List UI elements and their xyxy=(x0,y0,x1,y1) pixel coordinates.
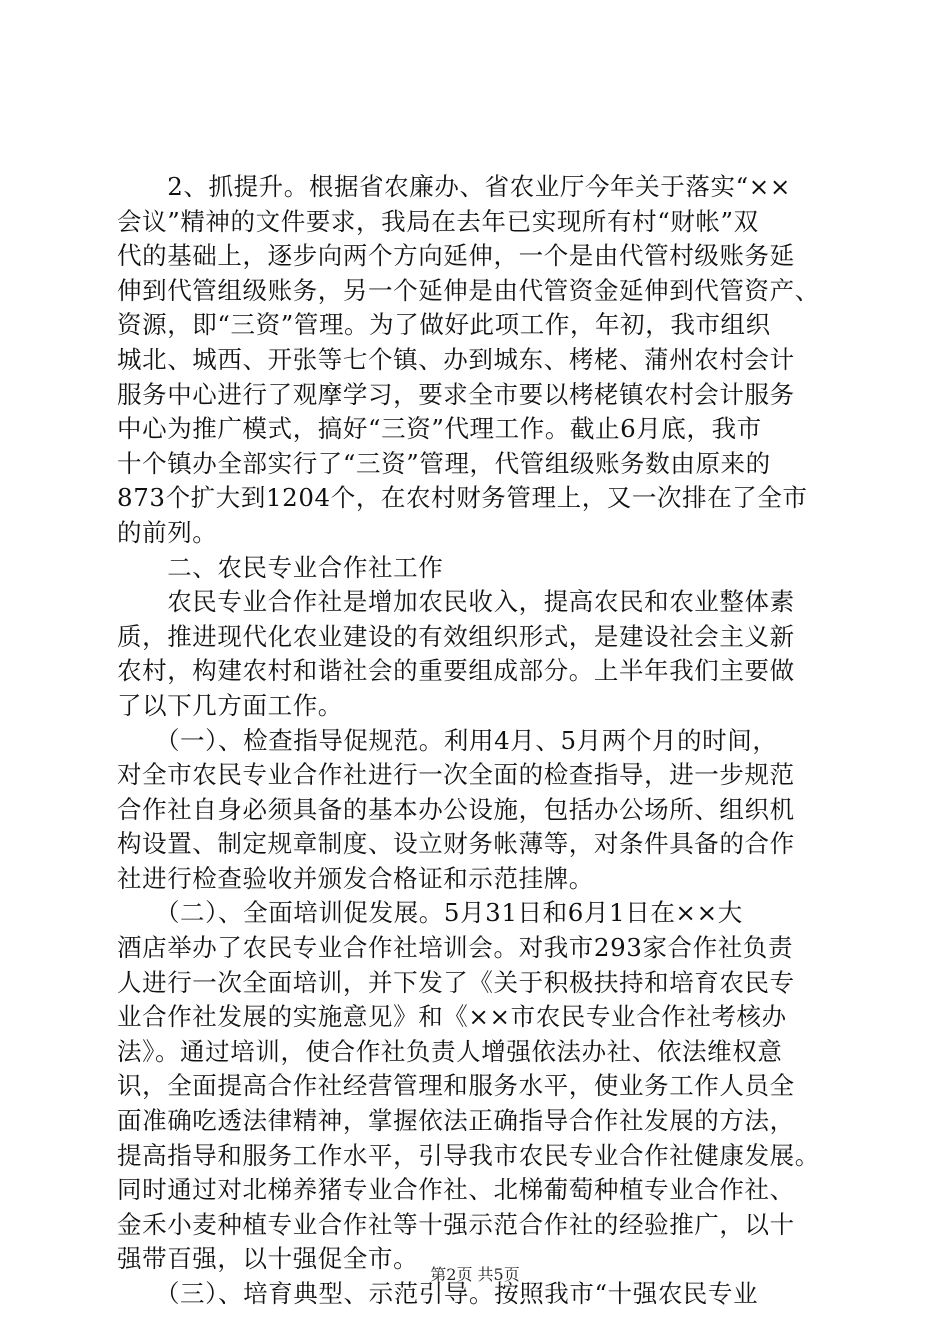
section-heading: 二、农民专业合作社工作 xyxy=(117,552,444,582)
text-line: 对全市农民专业合作社进行一次全面的检查指导，进一步规范 xyxy=(117,760,795,790)
text-line: 的前列。 xyxy=(117,517,218,547)
text-line: 合作社自身必须具备的基本办公设施，包括办公场所、组织机 xyxy=(117,794,795,824)
text-line: 中心为推广模式，搞好“三资”代理工作。截止6月底，我市 xyxy=(117,414,762,444)
text-line: 城北、城西、开张等七个镇、办到城东、栲栳、蒲州农村会计 xyxy=(117,344,795,374)
text-line: 服务中心进行了观摩学习，要求全市要以栲栳镇农村会计服务 xyxy=(117,379,795,409)
text-line: 酒店举办了农民专业合作社培训会。对我市293家合作社负责 xyxy=(117,933,794,963)
text-line: 农民专业合作社是增加农民收入，提高农民和农业整体素 xyxy=(117,587,795,617)
text-line: 面准确吃透法律精神，掌握依法正确指导合作社发展的方法， xyxy=(117,1106,795,1136)
text-line: 业合作社发展的实施意见》和《××市农民专业合作社考核办 xyxy=(117,1002,787,1032)
text-line: （三）、培育典型、示范引导。按照我市“十强农民专业 xyxy=(117,1279,759,1308)
page-number-footer: 第2页 共5页 xyxy=(430,1265,520,1284)
text-line: 2、抓提升。根据省农廉办、省农业厅今年关于落实“×× xyxy=(117,172,791,201)
text-line: 强带百强，以十强促全市。 xyxy=(117,1244,419,1274)
text-line: （二）、全面培训促发展。5月31日和6月1日在××大 xyxy=(117,898,743,928)
text-line: 十个镇办全部实行了“三资”管理，代管组级账务数由原来的 xyxy=(117,448,771,478)
text-line: 人进行一次全面培训，并下发了《关于积极扶持和培育农民专 xyxy=(117,967,795,997)
text-line: 873个扩大到1204个，在农村财务管理上，又一次排在了全市 xyxy=(117,483,808,513)
text-line: 质，推进现代化农业建设的有效组织形式，是建设社会主义新 xyxy=(117,621,795,651)
text-line: 提高指导和服务工作水平，引导我市农民专业合作社健康发展。 xyxy=(117,1140,820,1170)
text-line: 识，全面提高合作社经营管理和服务水平，使业务工作人员全 xyxy=(117,1071,795,1101)
text-line: 代的基础上，逐步向两个方向延伸，一个是由代管村级账务延 xyxy=(117,241,795,271)
text-line: 资源，即“三资”管理。为了做好此项工作，年初，我市组织 xyxy=(117,310,771,340)
text-line: 法》。通过培训，使合作社负责人增强依法办社、依法维权意 xyxy=(117,1036,783,1066)
text-line: 伸到代管组级账务，另一个延伸是由代管资金延伸到代管资产、 xyxy=(117,275,820,305)
text-line: 构设置、制定规章制度、设立财务帐薄等，对条件具备的合作 xyxy=(117,829,795,859)
text-line: 同时通过对北梯养猪专业合作社、北梯葡萄种植专业合作社、 xyxy=(117,1175,795,1205)
document-body xyxy=(117,170,841,1312)
text-line: 金禾小麦种植专业合作社等十强示范合作社的经验推广，以十 xyxy=(117,1209,795,1239)
text-line: 农村，构建农村和谐社会的重要组成部分。上半年我们主要做 xyxy=(117,656,795,686)
text-line: 社进行检查验收并颁发合格证和示范挂牌。 xyxy=(117,863,594,893)
text-line: 会议”精神的文件要求，我局在去年已实现所有村“财帐”双 xyxy=(117,206,759,236)
text-line: 了以下几方面工作。 xyxy=(117,690,343,720)
text-line: （一）、检查指导促规范。利用4月、5月两个月的时间， xyxy=(117,725,778,755)
